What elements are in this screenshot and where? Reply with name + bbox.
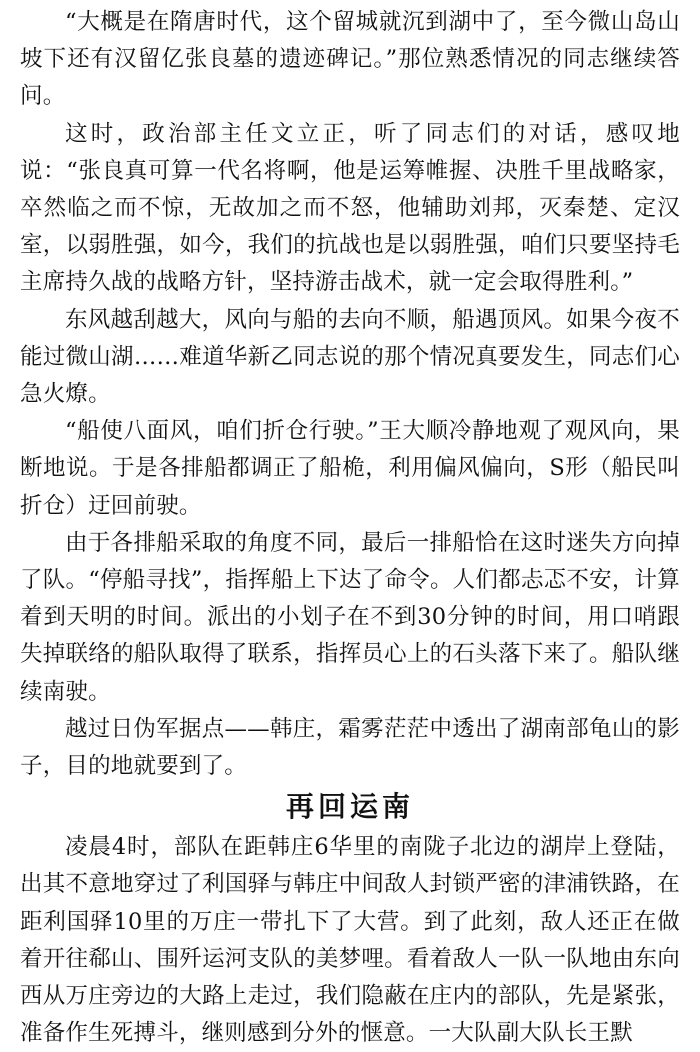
- paragraph-7: 凌晨4时，部队在距韩庄6华里的南陇子北边的湖岸上登陆，出其不意地穿过了利国驿与韩庄中间敌人封锁严密的津浦铁路，在距利国驿10里的万庄一带扎下了大营。到了此刻，敌人还正在做着开往郗山、围歼运河支队的美梦哩。看着敌人一队一队地由东向西从万庄旁边的大路上走过，我们隐蔽在庄内的部队，先是紧张，准备作生死搏斗，继则感到分外的惬意。一大队副大队长王默: [20, 834, 680, 1047]
- paragraph-5: 由于各排船采取的角度不同，最后一排船恰在这时迷失方向掉了队。“停船寻找”，指挥船上下达了命令。人们都忐忑不安，计算着到天明的时间。派出的小划子在不到30分钟的时间，用口哨跟失掉联络的船队取得了联系，指挥员心上的石头落下来了。船队继续南驶。: [20, 529, 680, 705]
- section-heading: 再回运南: [285, 790, 414, 824]
- paragraph-4: “船使八面风，咱们折仓行驶。”王大顺冷静地观了观风向，果断地说。于是各排船都调正了船桅，利用偏风偏向，S形（船民叫折仓）迂回前驶。: [20, 418, 680, 519]
- paragraph-3: 东风越刮越大，风向与船的去向不顺，船遇顶风。如果今夜不能过微山湖……难道华新乙同志说的那个情况真要发生，同志们心急火燎。: [20, 306, 680, 408]
- paragraph-6: 越过日伪军据点——韩庄，霜雾茫茫中透出了湖南部龟山的影子，目的地就要到了。: [20, 715, 680, 780]
- paragraph-2: 这时，政治部主任文立正，听了同志们的对话，感叹地说：“张良真可算一代名将啊，他是运筹帷握、决胜千里战略家，卒然临之而不惊，无故加之而不怒，他辅助刘邦，灭秦楚、定汉室，以弱胜强，如今，我们的抗战也是以弱胜强，咱们只要坚持毛主席持久战的战略方针，坚持游击战术，就一定会取得胜利。”: [20, 120, 680, 296]
- paragraph-1: “大概是在隋唐时代，这个留城就沉到湖中了，至今微山岛山坡下还有汉留亿张良墓的遗迹碑记。”那位熟悉情况的同志继续答问。: [20, 9, 680, 110]
